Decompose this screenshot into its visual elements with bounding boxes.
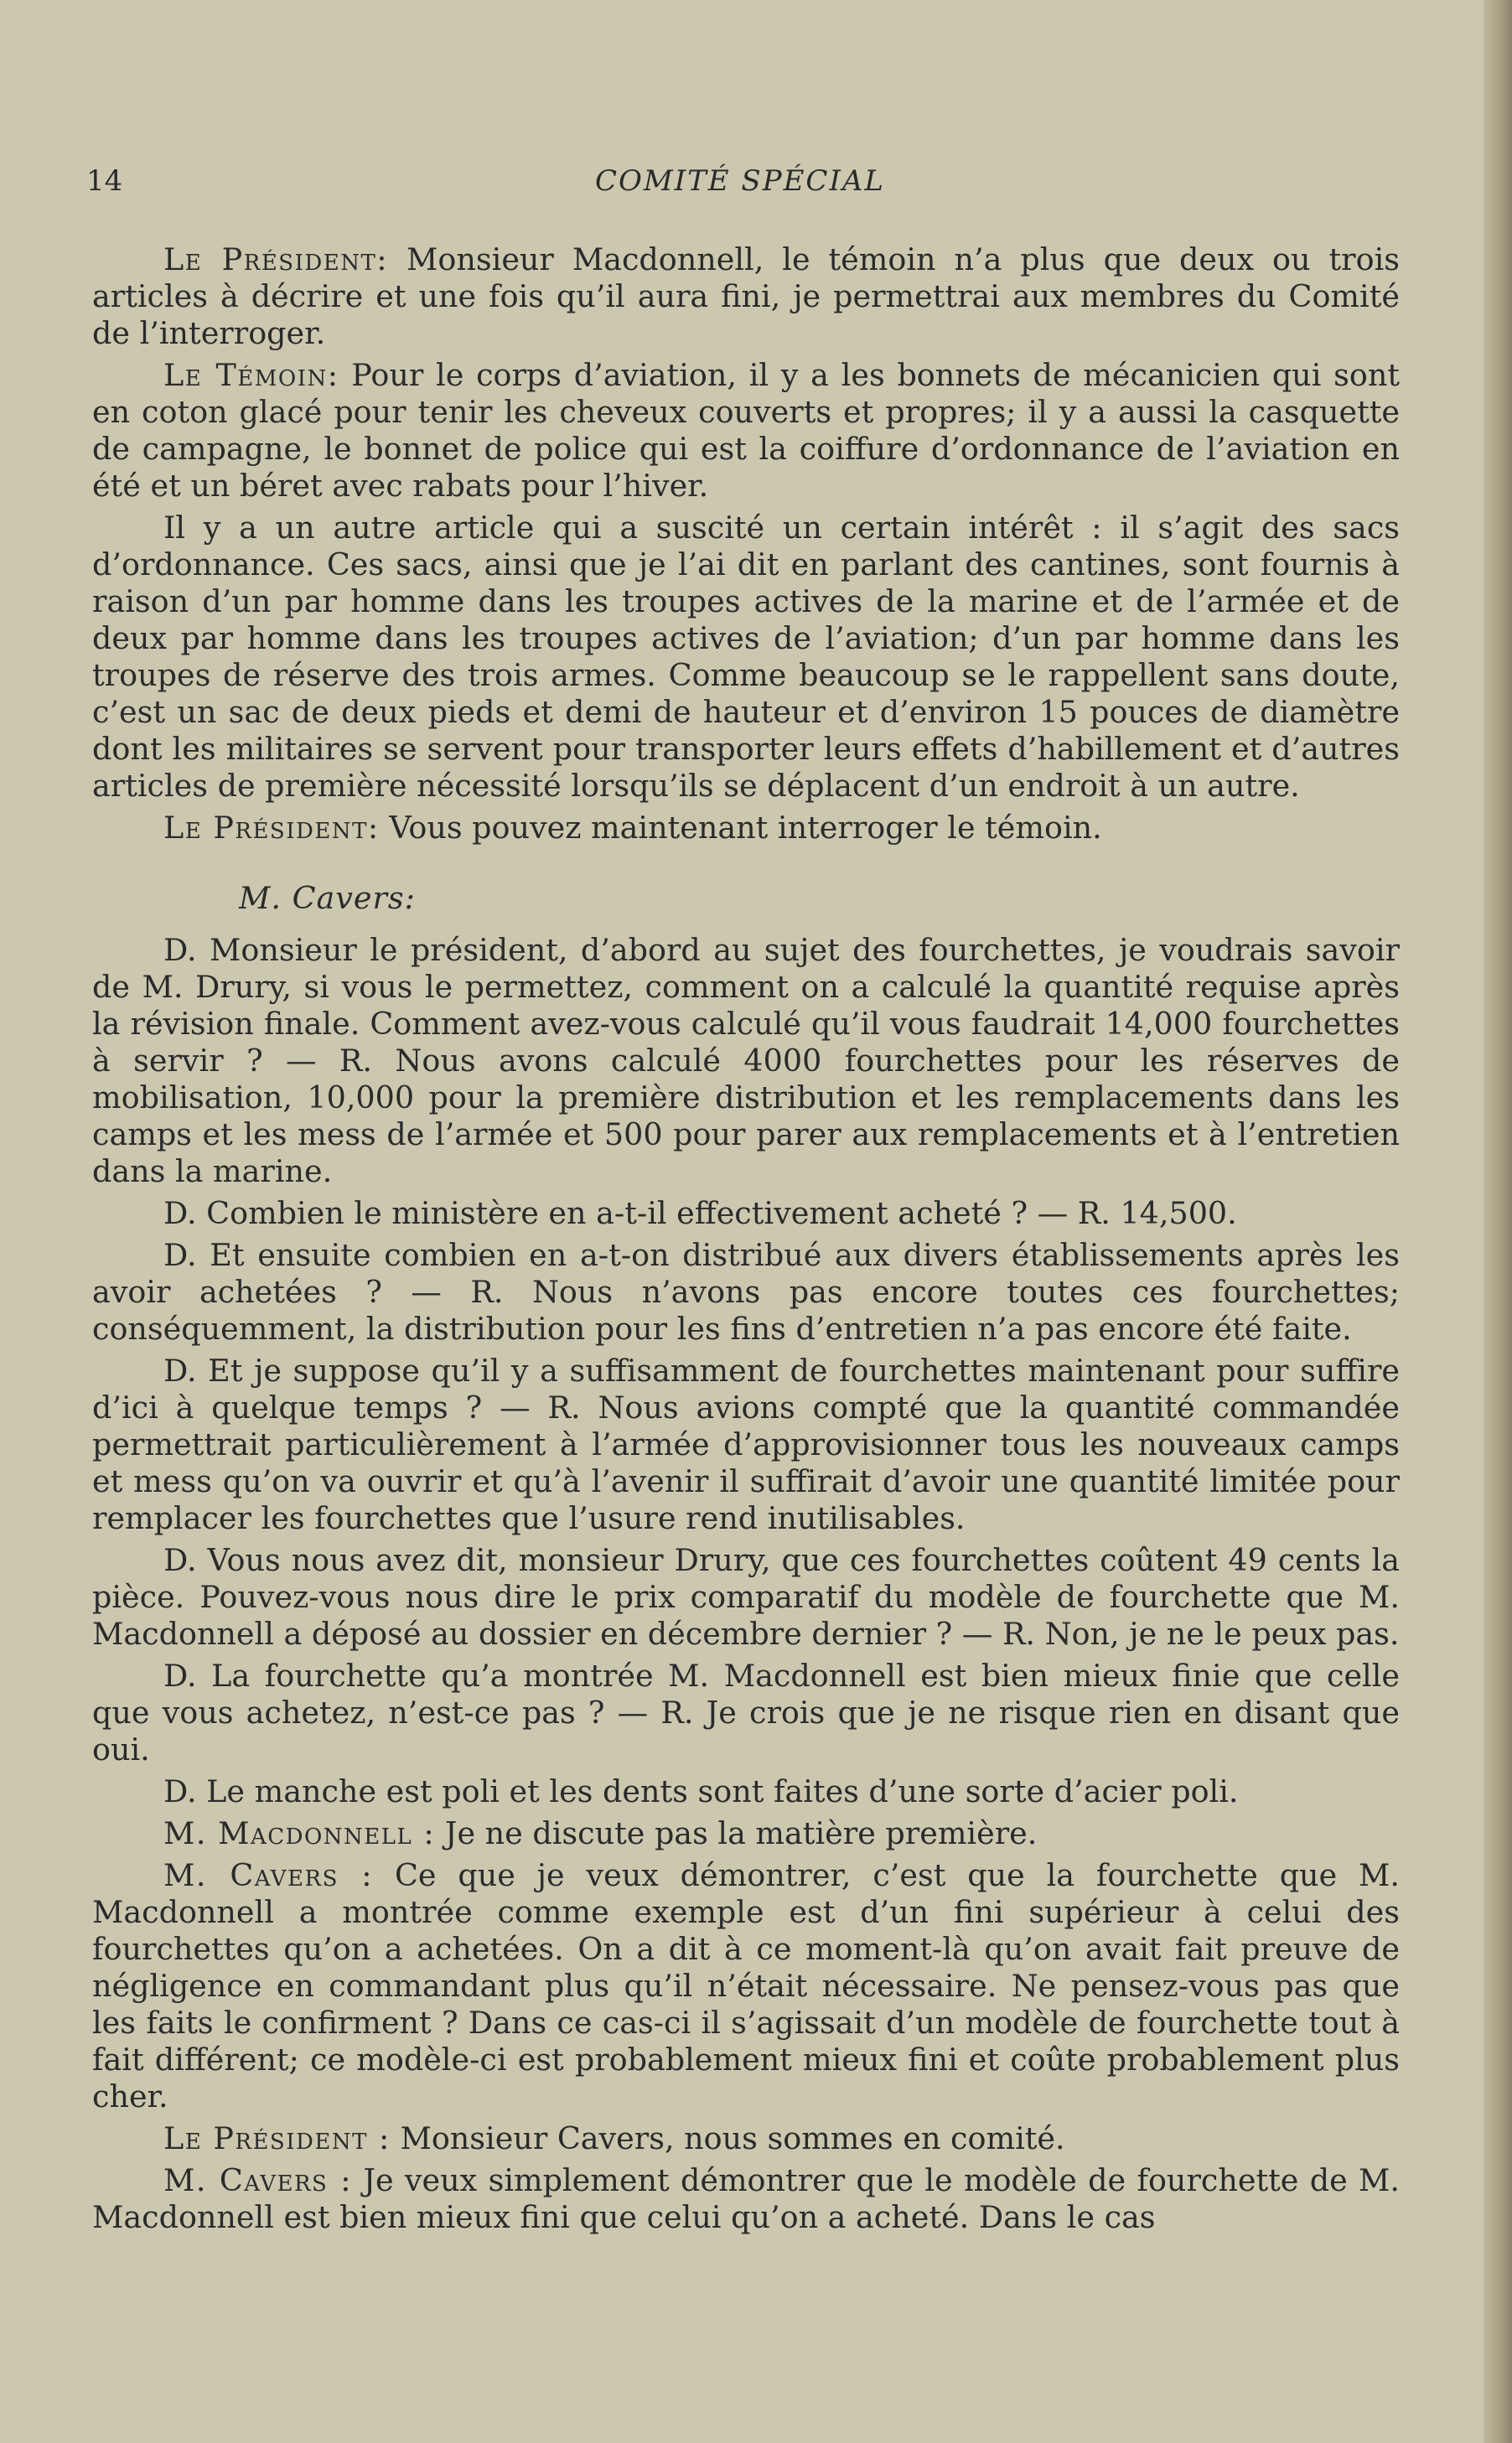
- speaker-label: Le Témoin:: [163, 357, 339, 393]
- exchange: [92, 1857, 1400, 2115]
- exchange-text: D. La fourchette qu’a montrée M. Macdonnell est bien mieux finie que celle que vous achetez, n’est-ce pas ? — R. Je crois que je ne risque rien en disant que oui.: [92, 1658, 1400, 1768]
- exchange-text: Monsieur Cavers, nous sommes en comité.: [390, 2120, 1065, 2156]
- exchange: [92, 1815, 1400, 1852]
- exchange-text: D. Monsieur le président, d’abord au sujet des fourchettes, je voudrais savoir de M. Drury, si vous le permettez, comment on a calculé la quantité requise après la révision finale. Comment avez-vous calculé qu’il vous faudrait 14,000 fourchettes à servir ? — R. Nous avons calculé 4000 fourchettes pour les réserves de mobilisation, 10,000 pour la première distribution et les remplacements dans les camps et les mess de l’armée et 500 pour parer aux remplacements et à l’entretien dans la marine.: [92, 932, 1400, 1189]
- paragraph-text: Monsieur Macdonnell, le témoin n’a plus que deux ou trois articles à décrire et une fois qu’il aura fini, je permettrai aux membres du Comité de l’interroger.: [92, 241, 1400, 351]
- speaker-label: Le Président:: [163, 810, 380, 846]
- exchange: [92, 1353, 1400, 1537]
- speaker-label: M. Macdonnell :: [163, 1815, 436, 1851]
- paragraph: [92, 241, 1400, 352]
- page-number: 14: [86, 164, 123, 198]
- speaker-label: M. Cavers :: [163, 2162, 353, 2198]
- exchange: [92, 932, 1400, 1190]
- paragraph: [92, 510, 1400, 805]
- exchange-text: Je veux simplement démontrer que le modèle de fourchette de M. Macdonnell est bien mieux fini que celui qu’on a acheté. Dans le cas: [92, 2162, 1401, 2235]
- exchange: [92, 1542, 1400, 1653]
- document-body: [92, 241, 1400, 2236]
- paragraph: [92, 357, 1400, 505]
- page-header: [86, 158, 1394, 208]
- exchange-text: Ce que je veux démontrer, c’est que la fourchette que M. Macdonnell a montrée comme exemple est d’un fini supérieur à celui des fourchettes qu’on a achetées. On a dit à ce moment-là qu’on avait fait preuve de négligence en commandant plus qu’il n’était nécessaire. Ne pensez-vous pas que les faits le confirment ? Dans ce cas-ci il s’agissait d’un modèle de fourchette tout à fait différent; ce modèle-ci est probablement mieux fini et coûte probablement plus cher.: [92, 1857, 1401, 2114]
- exchange-text: D. Le manche est poli et les dents sont faites d’une sorte d’acier poli.: [163, 1773, 1239, 1809]
- exchange: [92, 2162, 1400, 2236]
- exchange-text: D. Vous nous avez dit, monsieur Drury, que ces fourchettes coûtent 49 cents la pièce. Pouvez-vous nous dire le prix comparatif du modèle de fourchette que M. Macdonnell a déposé au dossier en décembre dernier ? — R. Non, je ne le peux pas.: [92, 1542, 1400, 1652]
- speaker-label: Le Président:: [163, 241, 389, 277]
- exchange-text: D. Combien le ministère en a-t-il effectivement acheté ? — R. 14,500.: [163, 1195, 1237, 1231]
- page-edge: [1484, 0, 1512, 2443]
- exchange: [92, 2120, 1400, 2157]
- speaker-label: Le Président :: [163, 2120, 391, 2156]
- section-heading: M. Cavers:: [239, 880, 416, 916]
- exchange-text: Je ne discute pas la matière première.: [435, 1815, 1038, 1851]
- exchange-text: D. Et ensuite combien en a-t-on distribué aux divers établissements après les avoir achetées ? — R. Nous n’avons pas encore toutes ces fourchettes; conséquemment, la distribution pour les fins d’entretien n’a pas encore été faite.: [92, 1237, 1400, 1347]
- exchange: [92, 1237, 1400, 1348]
- exchange-text: D. Et je suppose qu’il y a suffisamment de fourchettes maintenant pour suffire d’ici à quelque temps ? — R. Nous avions compté que la quantité commandée permettrait particulièrement à l’armée d’approvisionner tous les nouveaux camps et mess qu’on va ouvrir et qu’à l’avenir il suffirait d’avoir une quantité limitée pour remplacer les fourchettes que l’usure rend inutilisables.: [92, 1353, 1400, 1536]
- speaker-label: M. Cavers :: [163, 1857, 374, 1893]
- paragraph-text: Il y a un autre article qui a suscité un certain intérêt : il s’agit des sacs d’ordonnance. Ces sacs, ainsi que je l’ai dit en parlant des cantines, sont fournis à raison d’un par homme dans les troupes actives de la marine et de l’armée et de deux par homme dans les troupes actives de l’aviation; d’un par homme dans les troupes de réserve des trois armes. Comme beaucoup se le rappellent sans doute, c’est un sac de deux pieds et demi de hauteur et d’environ 15 pouces de diamètre dont les militaires se servent pour transporter leurs effets d’habillement et d’autres articles de première nécessité lorsqu’ils se déplacent d’un endroit à un autre.: [92, 510, 1400, 804]
- paragraph-text: Pour le corps d’aviation, il y a les bonnets de mécanicien qui sont en coton glacé pour tenir les cheveux couverts et propres; il y a aussi la casquette de campagne, le bonnet de police qui est la coiffure d’ordonnance de l’aviation en été et un béret avec rabats pour l’hiver.: [92, 357, 1400, 504]
- paragraph-text: Vous pouvez maintenant interroger le témoin.: [379, 810, 1102, 846]
- exchange: [92, 1773, 1400, 1810]
- running-title: COMITÉ SPÉCIAL: [594, 164, 885, 198]
- exchange: [92, 1658, 1400, 1768]
- paragraph: [92, 810, 1400, 846]
- exchange: [92, 1195, 1400, 1232]
